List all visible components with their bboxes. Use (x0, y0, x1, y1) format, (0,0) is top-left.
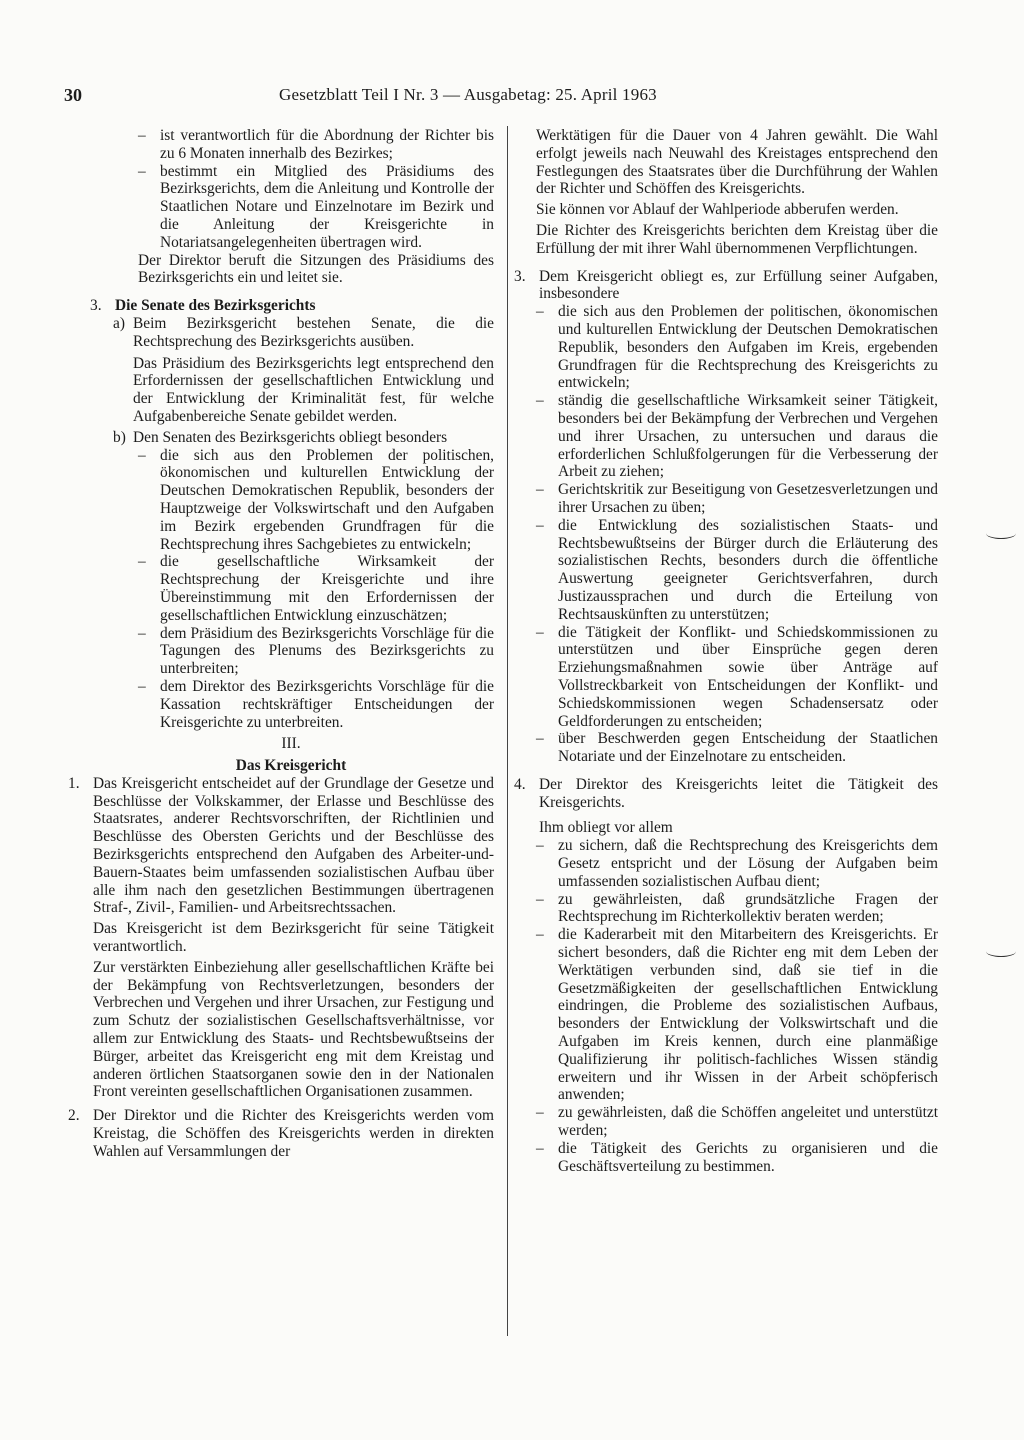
list-item-text: ständig die gesellschaftliche Wirksamkeit seiner Tätigkeit, besonders bei der Bekämpfung der Verbrechen und Vergehen und ihrer Ursachen, zu untersuchen und daraus die erforderlichen Schlußfolgerungen für die Verbesserung der Arbeit zu ziehen; (558, 392, 938, 481)
list-item (138, 553, 494, 624)
list-item (514, 776, 938, 812)
part-numeral: III. (281, 735, 301, 753)
list-item (536, 837, 938, 890)
dash-marker: – (536, 926, 544, 944)
paragraph: Zur verstärkten Einbeziehung aller gesellschaftlichen Kräfte bei der Bekämpfung von Rechtsverletzungen, besonders der Verbrechen und Vergehen und ihrer Ursachen, zur Festigung und zum Schutz der sozialistischen Gesellschaftsverhältnisse, vor allem zur Entwicklung des Staats- und Rechtsbewußtseins der Bürger, arbeitet das Kreisgericht eng mit dem Kreistag und anderen örtlichen Staatsorganen sowie den in der Nationalen Front vereinten gesellschaftlichen Organisationen zusammen. (93, 958, 494, 1101)
list-item (68, 1107, 494, 1160)
list-item (536, 1140, 938, 1176)
dash-marker: – (536, 516, 544, 534)
list-item-text: dem Präsidium des Bezirksgerichts Vorschläge für die Tagungen des Plenums des Bezirksgerichts zu unterbreiten; (160, 624, 494, 678)
list-item-text: über Beschwerden gegen Entscheidung der Staatlichen Notariate und der Einzelnotare zu entscheiden. (558, 730, 938, 766)
dash-marker: – (536, 890, 544, 908)
list-item-text: die Tätigkeit der Konflikt- und Schiedskommissionen zu unterstützen und über Einsprüche gegen deren Erziehungsmaßnahmen sowie über Anträge auf Vollstreckbarkeit von Entscheidungen der Konflikt- und Schiedskommissionen wegen Schadensersatz oder Geldforderungen zu entscheiden; (558, 623, 938, 730)
list-item-text: Beim Bezirksgericht bestehen Senate, die die Rechtsprechung des Bezirksgerichts ausüben. (133, 314, 494, 350)
list-item (68, 775, 494, 917)
margin-mark (986, 528, 1016, 539)
list-item (138, 447, 494, 554)
list-item-text: die sich aus den Problemen der politischen, ökonomischen und kulturellen Entwicklung der Deutschen Demokratischen Republik, besonders der Hauptzweige der Volkswirtschaft und den Aufgaben im Bezirk ergebenden Grundfragen für die Rechtsprechung ihres Sachgebietes zu entwickeln; (160, 446, 494, 553)
dash-marker: – (138, 677, 146, 695)
dash-marker: – (536, 837, 544, 855)
dash-marker: – (536, 1139, 544, 1157)
dash-marker: – (138, 553, 146, 571)
list-item-text: Der Direktor und die Richter des Kreisgerichts werden vom Kreistag, die Schöffen des Kreisgerichts werden in direkten Wahlen auf Versammlungen der (93, 1107, 494, 1160)
list-item-text: Den Senaten des Bezirksgerichts obliegt besonders (133, 428, 448, 446)
dash-marker: – (138, 624, 146, 642)
list-item (138, 678, 494, 731)
paragraph: Werktätigen für die Dauer von 4 Jahren gewählt. Die Wahl erfolgt jeweils nach Neuwahl des Kreistages entsprechend den Festlegungen des Staatsrates über die Durchführung der Wahlen der Richter und Schöffen des Kreisgerichts. (536, 127, 938, 198)
dash-marker: – (536, 303, 544, 321)
list-item-text: die gesellschaftliche Wirksamkeit der Rechtsprechung der Kreisgerichte und ihre Übereinstimmung mit den Erfordernissen der gesellschaftlichen Entwicklung einzuschätzen; (160, 553, 494, 624)
section-number: 3. (514, 267, 526, 285)
section-heading: Die Senate des Bezirksgerichts (115, 297, 316, 315)
column-divider (507, 126, 508, 1336)
dash-marker: – (138, 127, 146, 144)
list-item-text: die Tätigkeit des Gerichts zu organisieren und die Geschäftsverteilung zu bestimmen. (558, 1139, 938, 1175)
list-item (536, 624, 938, 731)
list-item (536, 730, 938, 766)
part-heading: Das Kreisgericht (235, 757, 347, 775)
item-marker: b) (113, 428, 126, 446)
list-item-text: Das Kreisgericht entscheidet auf der Grundlage der Gesetze und Beschlüsse der Volkskammer, der Erlasse und Beschlüsse des Staatsrates, anderer Rechtsvorschriften, der Richtlinien und Beschlüsse des Obersten Gerichts und der Beschlüsse des Bezirksgerichts entsprechend den Aufgaben des Arbeiter-und-Bauern-Staates beim umfassenden sozialistischen Aufbau über alle ihm nach den gesetzlichen Bestimmungen übertragenen Straf-, Zivil-, Familien- und Arbeitsrechtssachen. (93, 774, 494, 917)
paragraph: Das Kreisgericht ist dem Bezirksgericht für seine Tätigkeit verantwortlich. (93, 920, 494, 956)
list-item (536, 1104, 938, 1140)
section-number: 3. (90, 297, 102, 315)
list-item-text: die Entwicklung des sozialistischen Staats- und Rechtsbewußtseins der Bürger durch die Erläuterung des sozialistischen Rechts, besonders durch die öffentliche Auswertung geeigneter Gerichtsverfahren, durch Justizaussprachen und durch die Erteilung von Rechtsauskünften zu unterstützen; (558, 516, 938, 623)
dash-marker: – (138, 446, 146, 464)
list-item (536, 303, 938, 392)
section-number: 4. (514, 775, 526, 793)
dash-marker: – (536, 623, 544, 641)
list-item-text: dem Direktor des Bezirksgerichts Vorschläge für die Kassation rechtskräftiger Entscheidungen der Kreisgerichte zu unterbreiten. (160, 677, 494, 731)
margin-mark (986, 946, 1016, 957)
dash-marker: – (536, 730, 544, 748)
dash-marker: – (536, 1104, 544, 1122)
list-item-text: zu gewährleisten, daß grundsätzliche Fragen der Rechtsprechung im Richterkollektiv beraten werden; (558, 890, 938, 926)
list-item (536, 926, 938, 1104)
page-number: 30 (64, 85, 82, 105)
list-item (536, 891, 938, 927)
item-marker: a) (113, 314, 125, 332)
section-number: 2. (68, 1107, 80, 1125)
list-item (138, 163, 494, 252)
list-item-text: bestimmt ein Mitglied des Präsidiums des Bezirksgerichts, dem die Anleitung und Kontrolle der Staatlichen Notare und Einzelnotare im Bezirk und die Anleitung der Kreisgerichte in Notariatsangelegenheiten übertragen wird. (160, 162, 494, 251)
list-item-text: die Kaderarbeit mit den Mitarbeitern des Kreisgerichts. Er sichert besonders, daß die Richter eng mit dem Leben der Werktätigen verbunden sind, daß sie tief in die Gesetzmäßigkeiten der gesellschaftlichen Entwicklung eindringen, die Probleme des sozialistischen Aufbaus, besonders der Entwicklung der Volkswirtschaft und die Aufgaben im Kreis kennen, durch eine planmäßige Qualifizierung ihr politisch-fachliches Wissen ständig erweitern und ihr Wissen in der Arbeit schöpferisch anwenden; (558, 926, 938, 1104)
list-item-text: zu sichern, daß die Rechtsprechung des Kreisgerichts dem Gesetz entspricht und der Lösung der Aufgaben beim umfassenden sozialistischen Aufbau dient; (558, 837, 938, 890)
section-heading-row (90, 297, 494, 315)
dash-marker: – (536, 392, 544, 410)
list-item (536, 392, 938, 481)
list-item-text: ist verantwortlich für die Abordnung der Richter bis zu 6 Monaten innerhalb des Bezirkes; (160, 127, 494, 162)
left-column (68, 127, 494, 1161)
paragraph: Der Direktor beruft die Sitzungen des Präsidiums des Bezirksgerichts ein und leitet sie. (138, 251, 494, 287)
list-item (113, 315, 494, 351)
list-item (113, 429, 494, 447)
list-item-text: Der Direktor des Kreisgerichts leitet die Tätigkeit des Kreisgerichts. (539, 775, 938, 811)
list-item (536, 481, 938, 517)
section-number: 1. (68, 774, 80, 792)
list-item-text: die sich aus den Problemen der politischen, ökonomischen und kulturellen Entwicklung der Deutschen Demokratischen Republik, besonders den Aufgaben im Kreis, ergebenden Grundfragen für die Rechtsprechung des Kreisgerichts zu entwickeln; (558, 303, 938, 392)
list-item (536, 517, 938, 624)
paragraph: Ihm obliegt vor allem (539, 819, 673, 837)
publication-header: Gesetzblatt Teil I Nr. 3 — Ausgabetag: 25. April 1963 (279, 85, 657, 104)
list-item (138, 127, 494, 163)
list-item (514, 268, 938, 304)
list-item (138, 625, 494, 678)
list-item-text: Dem Kreisgericht obliegt es, zur Erfüllung seiner Aufgaben, insbesondere (539, 267, 938, 303)
paragraph: Das Präsidium des Bezirksgerichts legt entsprechend den Erfordernissen der gesellschaftlichen Entwicklung und der Entwicklung der Kriminalität fest, für welche Aufgabenbereiche Senate gebildet werden. (133, 354, 494, 425)
paragraph: Sie können vor Ablauf der Wahlperiode abberufen werden. (536, 201, 899, 219)
paragraph: Die Richter des Kreisgerichts berichten dem Kreistag über die Erfüllung der mit ihrer Wahl übernommenen Verpflichtungen. (536, 221, 938, 257)
list-item-text: zu gewährleisten, daß die Schöffen angeleitet und unterstützt werden; (558, 1104, 938, 1140)
right-column (514, 127, 938, 1175)
list-item-text: Gerichtskritik zur Beseitigung von Gesetzesverletzungen und ihrer Ursachen zu üben; (558, 481, 938, 516)
dash-marker: – (536, 481, 544, 499)
dash-marker: – (138, 162, 146, 180)
